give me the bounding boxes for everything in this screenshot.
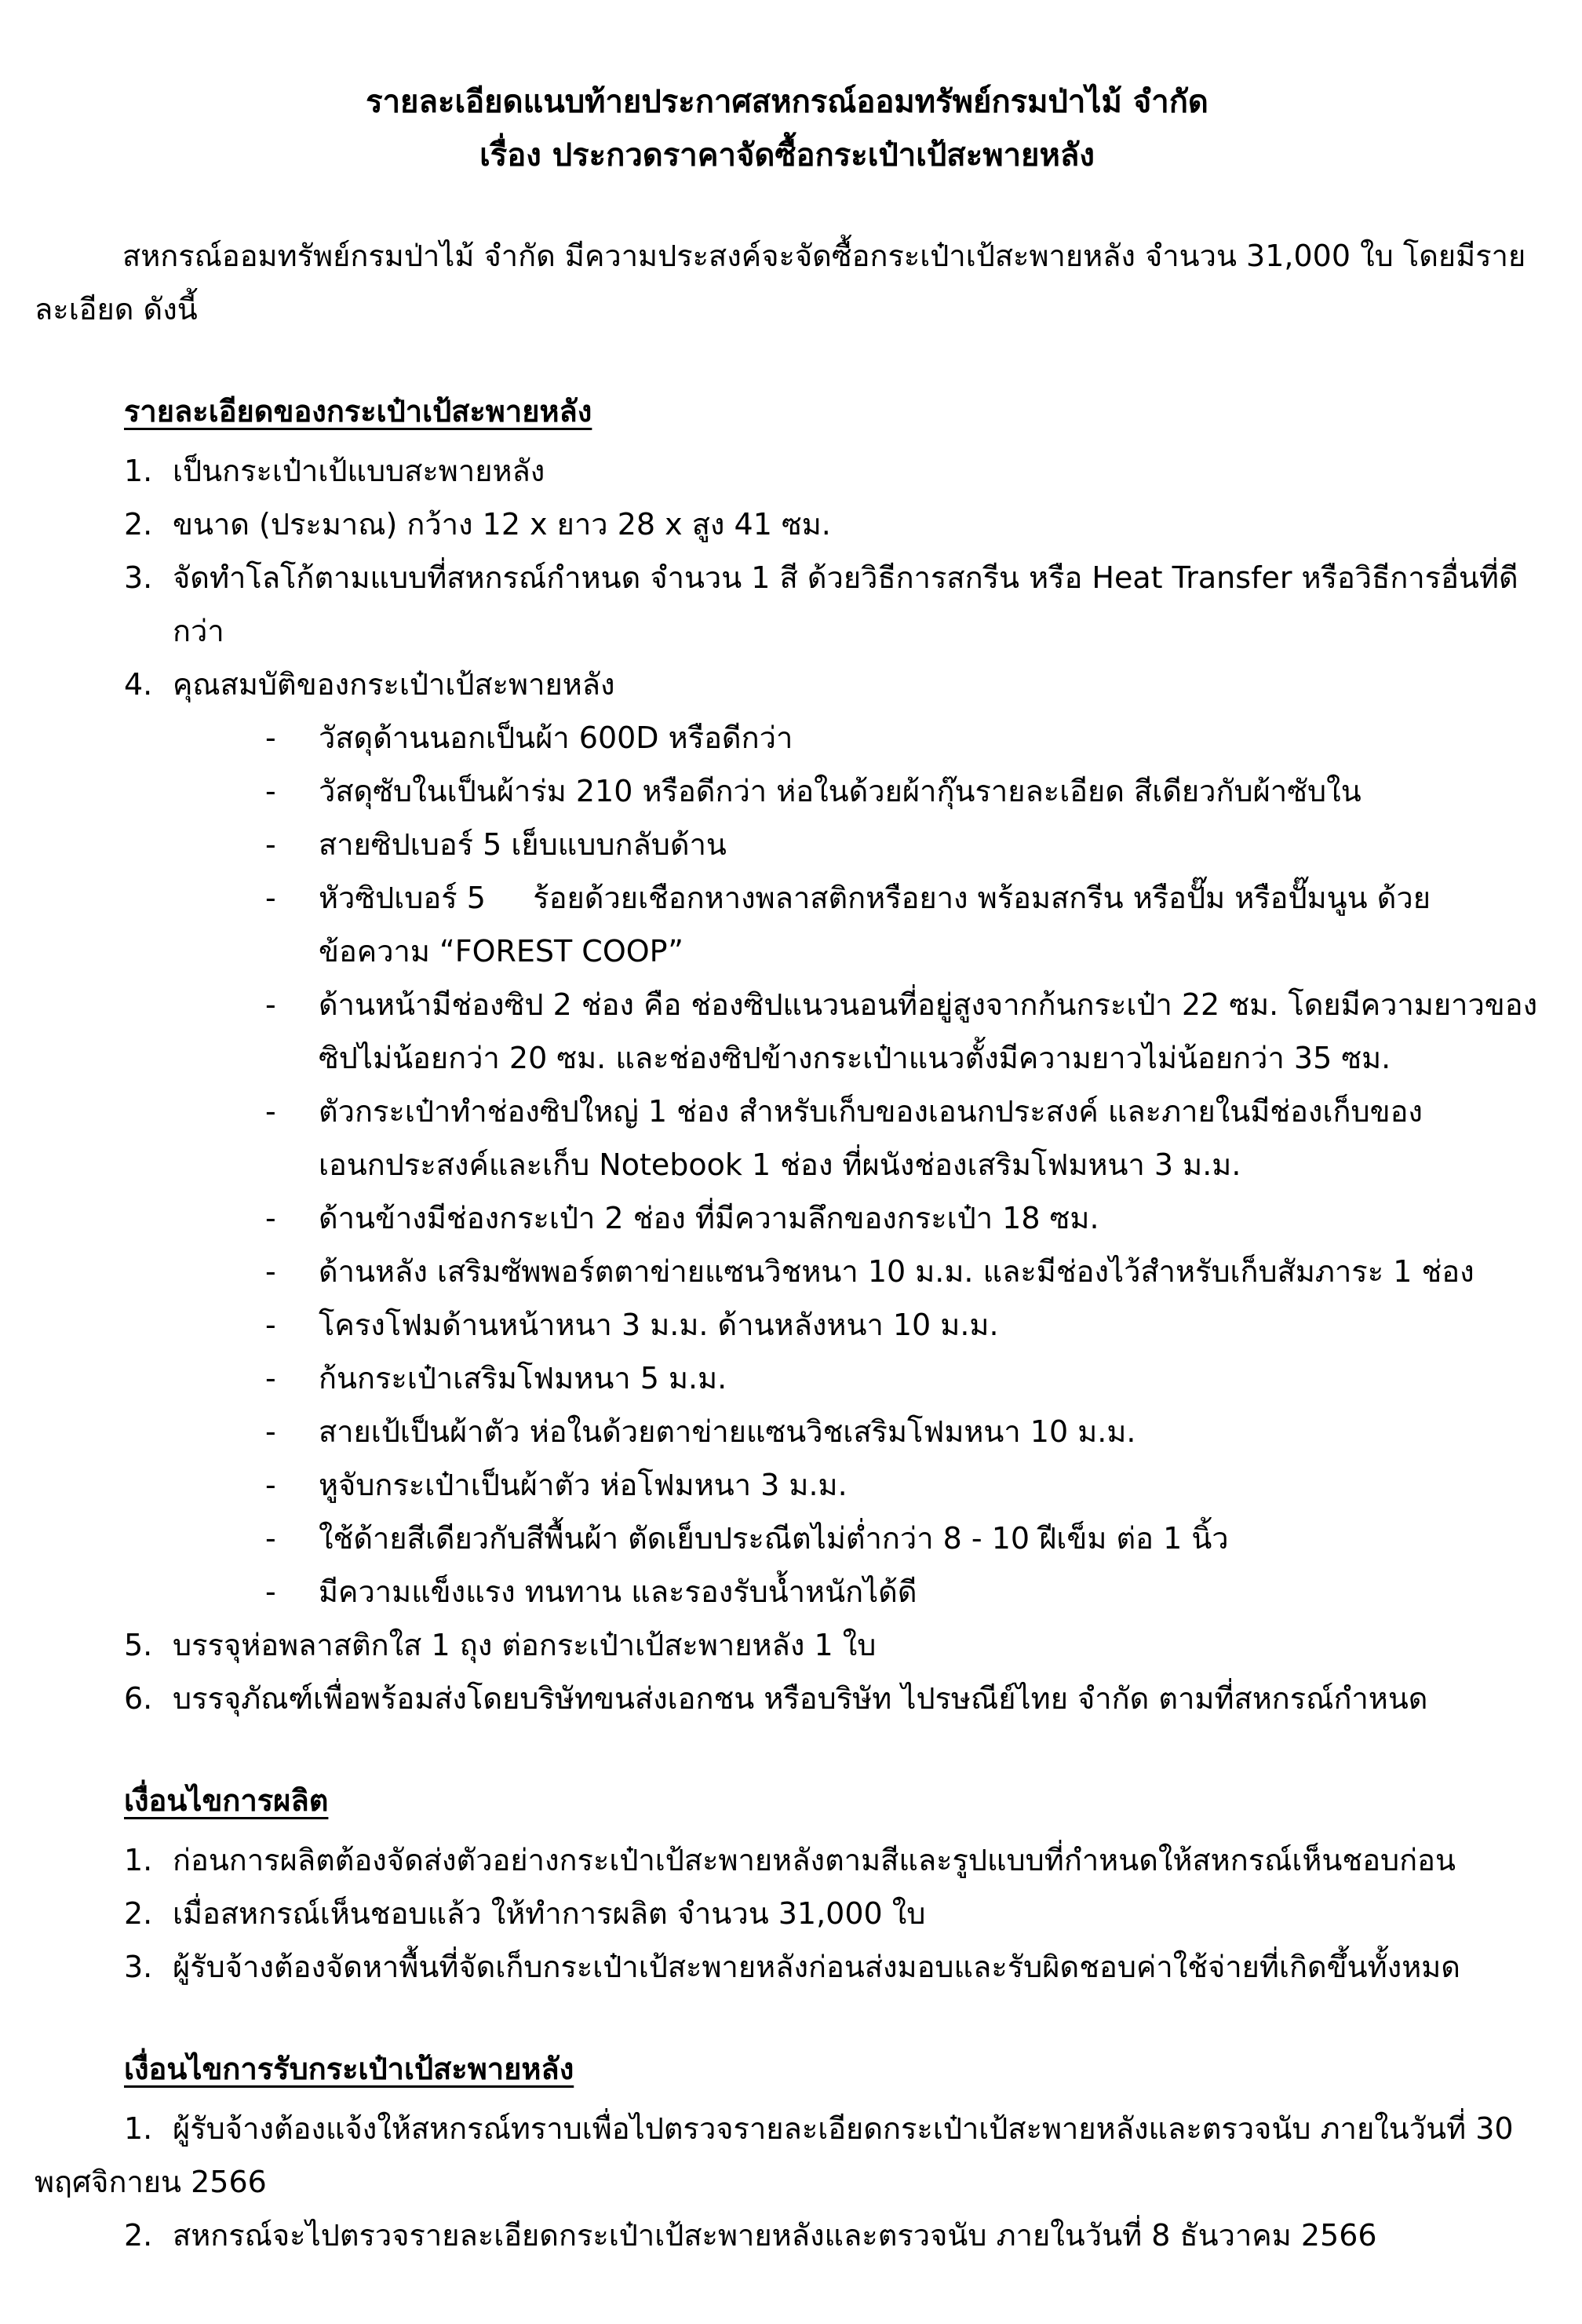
property-item: - สายเป้เป็นผ้าตัว ห่อในด้วยตาข่ายแซนวิชเสริมโฟมหนา 10 ม.ม.: [265, 1414, 1136, 1449]
property-item: - วัสดุซับในเป็นผ้าร่ม 210 หรือดีกว่า ห่อในด้วยผ้ากุ๊นรายละเอียด สีเดียวกับผ้าซับใน: [265, 774, 1361, 808]
list-item: 2. สหกรณ์จะไปตรวจรายละเอียดกระเป๋าเป้สะพายหลังและตรวจนับ ภายในวันที่ 8 ธันวาคม 2566: [124, 2218, 1377, 2253]
intro-paragraph: สหกรณ์ออมทรัพย์กรมป่าไม้ จำกัด มีความประสงค์จะจัดซื้อกระเป๋าเป้สะพายหลัง จำนวน 31,000 ใบ โดยมีรายละเอียด ดังนี้: [35, 239, 1526, 327]
property-item: - มีความแข็งแรง ทนทาน และรองรับน้ำหนักได้ดี: [265, 1574, 917, 1609]
title-line-2: เรื่อง ประกวดราคาจัดซื้อกระเป๋าเป้สะพายหลัง: [479, 137, 1095, 173]
property-item: - ใช้ด้ายสีเดียวกับสีพื้นผ้า ตัดเย็บประณีตไม่ต่ำกว่า 8 - 10 ฝีเข็ม ต่อ 1 นิ้ว: [265, 1521, 1229, 1556]
list-item: 1. เป็นกระเป๋าเป้แบบสะพายหลัง: [124, 454, 545, 488]
list-item: 6. บรรจุภัณฑ์เพื่อพร้อมส่งโดยบริษัทขนส่งเอกชน หรือบริษัท ไปรษณีย์ไทย จำกัด ตามที่สหกรณ์กำหนด: [124, 1681, 1428, 1716]
list-item: 1. ก่อนการผลิตต้องจัดส่งตัวอย่างกระเป๋าเป้สะพายหลังตามสีและรูปแบบที่กำหนดให้สหกรณ์เห็นชอบก่อน: [124, 1843, 1456, 1877]
property-item: - ก้นกระเป๋าเสริมโฟมหนา 5 ม.ม.: [265, 1361, 727, 1395]
list-item: 3. ผู้รับจ้างต้องจัดหาพื้นที่จัดเก็บกระเป๋าเป้สะพายหลังก่อนส่งมอบและรับผิดชอบค่าใช้จ่ายที่เกิดขึ้นทั้งหมด: [124, 1950, 1460, 1984]
list-item: 2. เมื่อสหกรณ์เห็นชอบแล้ว ให้ทำการผลิต จำนวน 31,000 ใบ: [124, 1896, 926, 1931]
list-item: 3. จัดทำโลโก้ตามแบบที่สหกรณ์กำหนด จำนวน 1 สี ด้วยวิธีการสกรีน หรือ Heat Transfer หรือวิธีการอื่นที่ดีกว่า: [124, 560, 1518, 648]
properties-list: [35, 711, 1540, 1618]
property-item: - วัสดุด้านนอกเป็นผ้า 600D หรือดีกว่า: [265, 721, 793, 755]
property-item: - ตัวกระเป๋าทำช่องซิปใหญ่ 1 ช่อง สำหรับเก็บของเอนกประสงค์ และภายในมีช่องเก็บของเอนกประสงค์และเก็บ Notebook 1 ช่อง ที่ผนังช่องเสริมโฟมหนา 3 ม.ม.: [265, 1094, 1423, 1182]
details-list: [35, 444, 1540, 711]
receiving-heading: เงื่อนไขการรับกระเป๋าเป้สะพายหลัง: [124, 2052, 574, 2086]
property-item: - หัวซิปเบอร์ 5 ร้อยด้วยเชือกหางพลาสติกหรือยาง พร้อมสกรีน หรือปั๊ม หรือปั๊มนูน ด้วยข้อความ “FOREST COOP”: [265, 881, 1431, 969]
list-item: 5. บรรจุห่อพลาสติกใส 1 ถุง ต่อกระเป๋าเป้สะพายหลัง 1 ใบ: [124, 1628, 877, 1662]
production-list: [35, 1833, 1540, 1994]
property-item: - ด้านข้างมีช่องกระเป๋า 2 ช่อง ที่มีความลึกของกระเป๋า 18 ซม.: [265, 1201, 1099, 1235]
list-item: 1. ผู้รับจ้างต้องแจ้งให้สหกรณ์ทราบเพื่อไปตรวจรายละเอียดกระเป๋าเป้สะพายหลังและตรวจนับ ภายในวันที่ 30 พฤศจิกายน 2566: [35, 2111, 1514, 2199]
document-title: [35, 75, 1540, 182]
production-heading: เงื่อนไขการผลิต: [124, 1783, 329, 1818]
title-line-1: รายละเอียดแนบท้ายประกาศสหกรณ์ออมทรัพย์กรมป่าไม้ จำกัด: [366, 84, 1208, 120]
property-item: - โครงโฟมด้านหน้าหนา 3 ม.ม. ด้านหลังหนา 10 ม.ม.: [265, 1308, 999, 1342]
receiving-list: [35, 2102, 1540, 2262]
property-item: - หูจับกระเป๋าเป็นผ้าตัว ห่อโฟมหนา 3 ม.ม.: [265, 1468, 848, 1502]
list-item: 4. คุณสมบัติของกระเป๋าเป้สะพายหลัง: [124, 667, 615, 702]
property-item: - สายซิปเบอร์ 5 เย็บแบบกลับด้าน: [265, 827, 727, 862]
property-item: - ด้านหน้ามีช่องซิป 2 ช่อง คือ ช่องซิปแนวนอนที่อยู่สูงจากก้นกระเป๋า 22 ซม. โดยมีความยาวของซิปไม่น้อยกว่า 20 ซม. และช่องซิปข้างกระเป๋าแนวตั้งมีความยาวไม่น้อยกว่า 35 ซม.: [265, 987, 1538, 1075]
details-heading: รายละเอียดของกระเป๋าเป้สะพายหลัง: [124, 394, 592, 429]
details-list-continued: [35, 1618, 1540, 1725]
list-item: 2. ขนาด (ประมาณ) กว้าง 12 x ยาว 28 x สูง 41 ซม.: [124, 507, 831, 542]
property-item: - ด้านหลัง เสริมซัพพอร์ตตาข่ายแซนวิชหนา 10 ม.ม. และมีช่องไว้สำหรับเก็บสัมภาระ 1 ช่อง: [265, 1254, 1474, 1289]
